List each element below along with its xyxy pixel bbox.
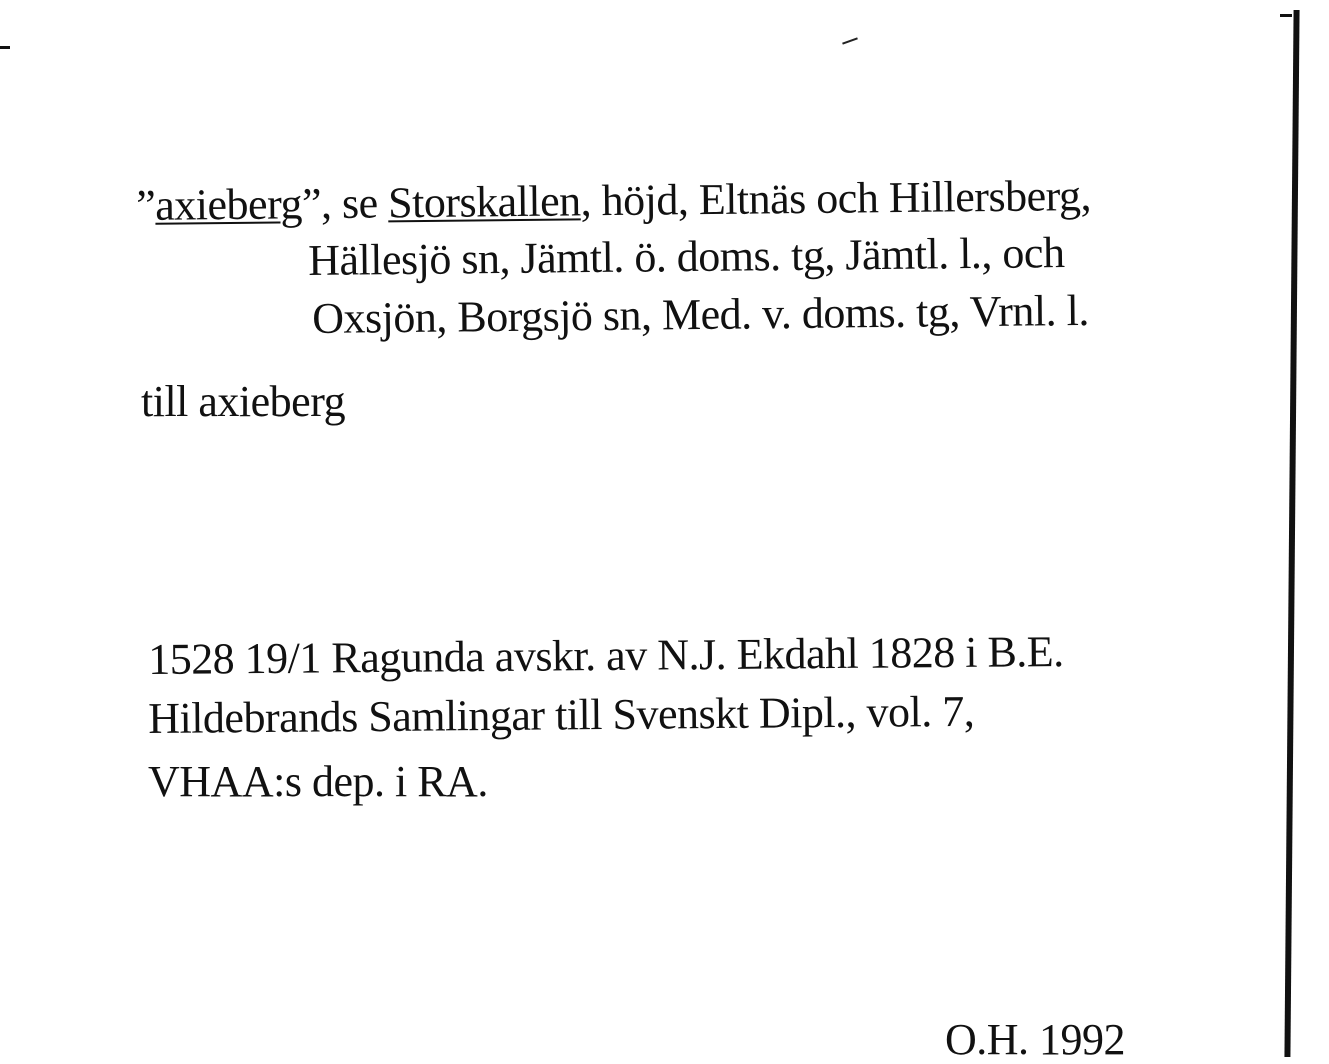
scan-speck <box>842 37 858 44</box>
heading-line-2: Hällesjö sn, Jämtl. ö. doms. tg, Jämtl. l., och <box>307 228 1065 285</box>
source-line-2: Hildebrands Samlingar till Svenskt Dipl., vol. 7, <box>147 686 975 743</box>
see-label: , se <box>320 178 389 229</box>
source-line-1: 1528 19/1 Ragunda avskr. av N.J. Ekdahl 1828 i B.E. <box>147 627 1064 684</box>
headword: axieberg <box>154 179 303 230</box>
quote-close: ” <box>301 179 322 229</box>
card-edge-line <box>1284 10 1299 1057</box>
signature: O.H. 1992 <box>945 1015 1126 1064</box>
scan-mark-left <box>0 46 10 49</box>
form-line: till axieberg <box>141 377 346 426</box>
heading-line-1 <box>135 171 1092 230</box>
source-line-3: VHAA:s dep. i RA. <box>148 757 488 806</box>
cross-reference: Storskallen <box>387 176 581 228</box>
quote-open: ” <box>135 180 156 230</box>
heading-line-1-rest: , höjd, Eltnäs och Hillersberg, <box>580 171 1092 226</box>
scan-mark-right <box>1280 14 1292 17</box>
heading-line-3: Oxsjön, Borgsjö sn, Med. v. doms. tg, Vrnl. l. <box>311 285 1090 343</box>
